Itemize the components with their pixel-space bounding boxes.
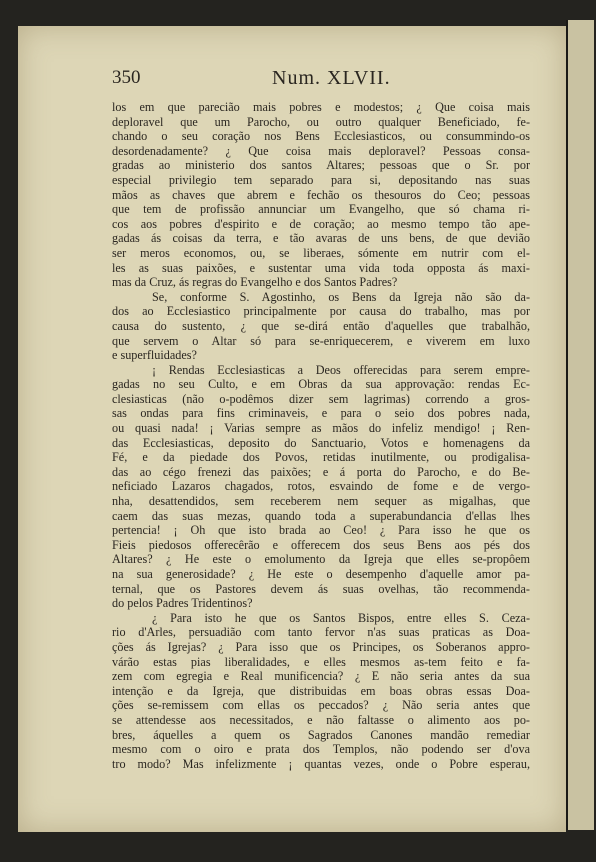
text-line: especial privilegio tem separado para si, depositando nas suas <box>112 172 530 187</box>
page-header <box>112 67 532 95</box>
text-line: nha, desattendidos, sem receberem nem sequer as migalhas, que <box>112 494 530 509</box>
body-text <box>112 100 530 771</box>
text-line: desordenadamente? ¿ Que coisa mais deploravel? Pessoas consa- <box>112 143 530 158</box>
text-line: mãos as chaves que abrem e fechão os thesouros do Ceo; pessoas <box>112 187 530 202</box>
text-line: ções ás Igrejas? ¿ Para isso que os Principes, os Soberanos appro- <box>112 639 530 654</box>
running-title: Num. XLVII. <box>272 67 391 89</box>
text-line: das ao cégo frenezi das paixões; e á porta do Parocho, e do Be- <box>112 464 530 479</box>
text-line: das Ecclesiasticas, deposito do Sanctuario, Votos e homenagens da <box>112 435 530 450</box>
text-line: do pelos Padres Tridentinos? <box>112 596 253 611</box>
text-line: cos aos pobres d'espirito e de coração; ao mesmo tempo tão ape- <box>112 216 530 231</box>
text-line: mesmo com o oiro e prata dos Templos, não podendo ser d'ova <box>112 742 530 757</box>
text-line: gadas no seu Culto, e em Obras da sua approvação: rendas Ec- <box>112 377 530 392</box>
text-line: dos ao Ecclesiastico principalmente por causa do trabalho, mas por <box>112 304 530 319</box>
facing-page-edge <box>566 20 594 830</box>
text-line: sas ondas para fins criminaveis, e para o seio dos pobres nada, <box>112 406 530 421</box>
text-line: neficiado Lazaros chagados, rotos, esvaindo de fome e de vergo- <box>112 479 530 494</box>
text-line: Altares? ¿ He este o emolumento da Igreja que elles se-propôem <box>112 552 530 567</box>
text-line: caem das suas mezas, quando toda a superabundancia d'ellas lhes <box>112 508 530 523</box>
text-line: ¡ Rendas Ecclesiasticas a Deos offerecidas para serem empre- <box>152 362 530 377</box>
text-line: ções se-remissem com ellas os peccados? ¿ Não seria antes que <box>112 698 530 713</box>
text-line: Se, conforme S. Agostinho, os Bens da Igreja não são da- <box>152 289 530 304</box>
text-line: chando o seu coração nos Bens Ecclesiasticos, ou consummindo-os <box>112 129 530 144</box>
text-line: ternal, que os Pastores devem ás suas ovelhas, tão recommenda- <box>112 581 530 596</box>
text-line: se attendesse aos necessitados, e não faltasse o alimento aos po- <box>112 712 530 727</box>
text-line: que servem o Altar só para se-enriquecerem, e viverem em luxo <box>112 333 530 348</box>
text-line: ser meros economos, ou, se liberaes, sómente em nutrir com el- <box>112 245 530 260</box>
text-line: na sua generosidade? ¿ He este o desempenho d'aquelle amor pa- <box>112 567 530 581</box>
text-line: ou quasi nada! ¡ Varias sempre as mãos do infeliz mendigo! ¡ Ren- <box>112 421 530 436</box>
text-line: pertencia! ¡ Oh que isto brada ao Ceo! ¿ Para isso he que os <box>112 523 530 538</box>
text-line: e superfluidades? <box>112 348 197 363</box>
text-line: que tem de profissão annunciar um Evangelho, que só chama ri- <box>112 202 530 217</box>
text-line: Fé, e da piedade dos Povos, retidas inutilmente, ou prodigalisa- <box>112 450 530 465</box>
text-line: zem com egregia e Real munificencia? ¿ E não seria antes da sua <box>112 669 530 684</box>
text-line: gradas ao ministerio dos santos Altares; pessoas que o Sr. por <box>112 158 530 173</box>
text-line: Fieis piedosos offerecêrão e offerecem dos seus Bens aos pés dos <box>112 537 530 552</box>
text-line: les as suas paixões, e sustentar uma vida toda opposta ás maxi- <box>112 260 530 275</box>
text-line: deploravel que um Parocho, ou outro qualquer Beneficiado, fe- <box>112 114 530 129</box>
text-line: bres, áquelles a quem os Sagrados Canones mandão remediar <box>112 727 530 742</box>
text-line: rio d'Arles, persuadião com tanto fervor n'as suas praticas as Doa- <box>112 625 530 640</box>
text-line: causa do sustento, ¿ que se-dirá então d'aquelles que trabalhão, <box>112 318 530 333</box>
page-number: 350 <box>112 67 141 88</box>
text-line: intenção e da Igreja, que distribuidas em boas obras essas Doa- <box>112 683 530 698</box>
text-line: clesiasticas (não o-podêmos dizer sem lagrimas) correndo a gros- <box>112 391 530 406</box>
text-line: gadas ás coisas da terra, e tão avaras de uns bens, de que devião <box>112 231 530 246</box>
text-line: los em que parecião mais pobres e modestos; ¿ Que coisa mais <box>112 100 530 114</box>
text-line: mas da Cruz, ás regras do Evangelho e dos Santos Padres? <box>112 275 398 290</box>
text-line: várão estas pias liberalidades, e elles mesmos as-tem feito e fa- <box>112 654 530 669</box>
text-line: ¿ Para isto he que os Santos Bispos, entre elles S. Ceza- <box>152 610 530 625</box>
text-line: tro modo? Mas infelizmente ¡ quantas vezes, onde o Pobre esperau, <box>112 756 530 771</box>
